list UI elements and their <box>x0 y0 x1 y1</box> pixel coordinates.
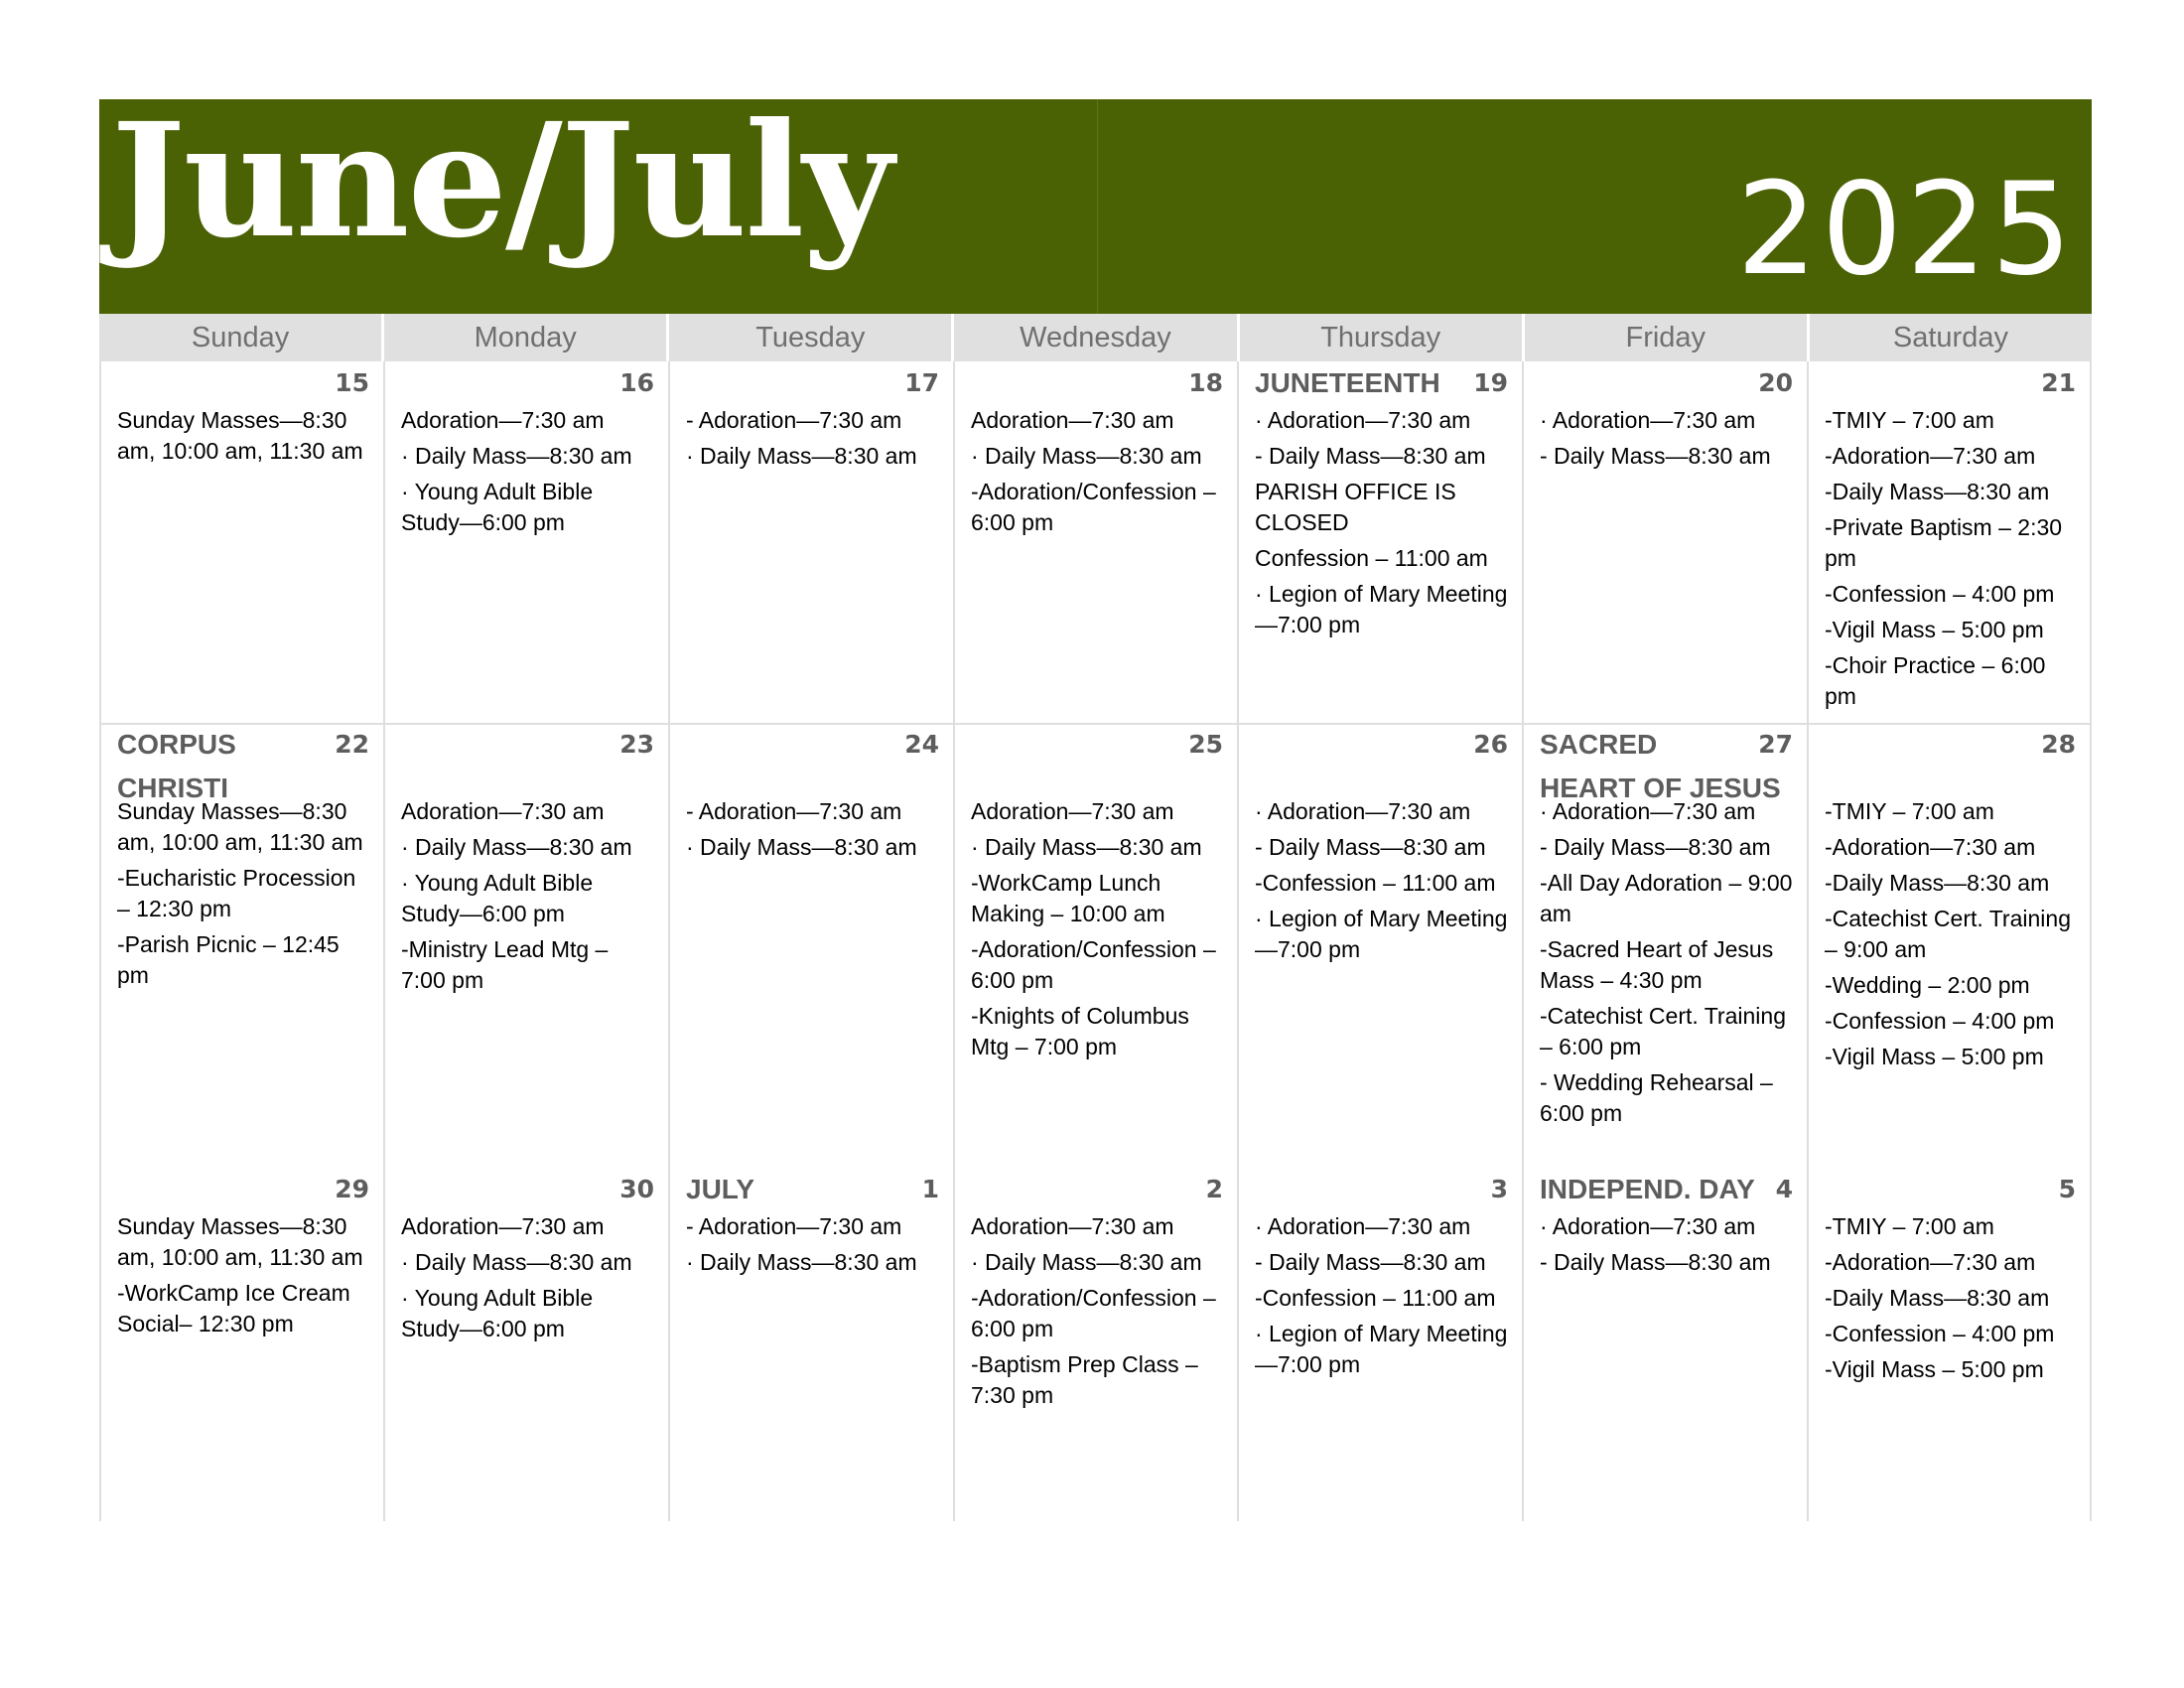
event-item: -Confession – 11:00 am <box>1255 1285 1496 1311</box>
event-item: Sunday Masses—8:30 am, 10:00 am, 11:30 am <box>117 1213 363 1270</box>
day-number: 16 <box>619 368 654 397</box>
event-item: PARISH OFFICE IS CLOSED <box>1255 479 1456 535</box>
event-item: · Daily Mass—8:30 am <box>401 834 632 860</box>
holiday-label: JUNETEENTH <box>1255 367 1440 398</box>
event-item: -Vigil Mass – 5:00 pm <box>1825 617 2044 642</box>
day-number: 3 <box>1490 1175 1508 1203</box>
event-item: Adoration—7:30 am <box>401 1213 605 1239</box>
event-item: - Daily Mass—8:30 am <box>1255 1249 1486 1275</box>
event-list <box>1825 796 2076 1072</box>
event-item: - Daily Mass—8:30 am <box>1540 443 1771 469</box>
day-cell-header <box>1540 723 1793 803</box>
event-list <box>1255 796 1508 965</box>
day-cell <box>1237 723 1522 1168</box>
event-list <box>686 796 939 863</box>
day-number: 26 <box>1473 730 1508 759</box>
event-list <box>117 405 369 467</box>
event-item: · Adoration—7:30 am <box>1255 1213 1471 1239</box>
day-cell-header <box>686 361 939 405</box>
weekday-thursday: Thursday <box>1240 314 1525 361</box>
day-cell <box>99 1168 383 1521</box>
day-number: 2 <box>1205 1175 1223 1203</box>
event-item: · Daily Mass—8:30 am <box>971 443 1202 469</box>
event-item: -All Day Adoration – 9:00 am <box>1540 870 1793 926</box>
calendar-grid <box>99 361 2092 1521</box>
day-cell <box>383 723 668 1168</box>
event-list <box>971 796 1223 1062</box>
event-item: · Adoration—7:30 am <box>1540 407 1756 433</box>
calendar-banner <box>99 89 2092 314</box>
day-cell-header <box>1825 1168 2076 1211</box>
day-cell <box>1807 723 2092 1168</box>
event-list <box>401 1211 654 1344</box>
day-number: 23 <box>619 730 654 759</box>
day-number: 5 <box>2058 1175 2076 1203</box>
event-item: -TMIY – 7:00 am <box>1825 407 1994 433</box>
event-item: -Adoration—7:30 am <box>1825 1249 2036 1275</box>
event-item: -Ministry Lead Mtg – 7:00 pm <box>401 936 609 993</box>
day-cell <box>668 361 953 723</box>
event-item: · Legion of Mary Meeting—7:00 pm <box>1255 581 1508 637</box>
event-list <box>1825 405 2076 712</box>
event-list <box>971 405 1223 538</box>
day-cell <box>668 723 953 1168</box>
event-item: -Sacred Heart of Jesus Mass – 4:30 pm <box>1540 936 1774 993</box>
day-number: 25 <box>1188 730 1223 759</box>
day-cell <box>383 1168 668 1521</box>
event-list <box>971 1211 1223 1411</box>
event-list <box>1540 405 1793 472</box>
event-item: · Adoration—7:30 am <box>1255 407 1471 433</box>
event-list <box>117 796 369 991</box>
day-cell-header <box>1255 361 1508 405</box>
day-cell-header <box>117 1168 369 1211</box>
day-cell-header <box>401 1168 654 1211</box>
day-cell-header <box>401 361 654 405</box>
holiday-label: CORPUS CHRISTI <box>117 729 236 803</box>
event-item: -Adoration/Confession – 6:00 pm <box>971 936 1216 993</box>
event-item: - Adoration—7:30 am <box>686 798 902 824</box>
day-number: 19 <box>1473 368 1508 397</box>
event-list <box>1255 1211 1508 1380</box>
event-item: -Adoration—7:30 am <box>1825 443 2036 469</box>
day-cell-header <box>686 1168 939 1211</box>
weekday-friday: Friday <box>1525 314 1810 361</box>
event-item: -Catechist Cert. Training – 9:00 am <box>1825 906 2071 962</box>
day-number: 22 <box>335 730 369 759</box>
week-row <box>99 723 2092 1168</box>
event-list <box>686 405 939 472</box>
event-item: · Daily Mass—8:30 am <box>401 1249 632 1275</box>
event-item: -Adoration/Confession – 6:00 pm <box>971 479 1216 535</box>
event-item: - Daily Mass—8:30 am <box>1540 1249 1771 1275</box>
day-cell <box>99 361 383 723</box>
day-cell <box>953 1168 1237 1521</box>
event-item: · Adoration—7:30 am <box>1540 1213 1756 1239</box>
day-cell-header <box>1540 1168 1793 1211</box>
day-cell <box>1807 361 2092 723</box>
day-cell <box>668 1168 953 1521</box>
event-item: · Daily Mass—8:30 am <box>401 443 632 469</box>
event-item: · Adoration—7:30 am <box>1540 798 1756 824</box>
event-item: -WorkCamp Lunch Making – 10:00 am <box>971 870 1165 926</box>
holiday-label: JULY <box>686 1174 755 1204</box>
day-cell-header <box>971 723 1223 767</box>
day-cell-header <box>1825 723 2076 767</box>
event-item: -Vigil Mass – 5:00 pm <box>1825 1044 2044 1069</box>
event-item: - Adoration—7:30 am <box>686 1213 902 1239</box>
event-item: - Daily Mass—8:30 am <box>1540 834 1771 860</box>
event-item: Adoration—7:30 am <box>971 798 1174 824</box>
event-item: · Daily Mass—8:30 am <box>686 443 917 469</box>
event-item: Adoration—7:30 am <box>971 1213 1174 1239</box>
event-item: · Young Adult Bible Study—6:00 pm <box>401 870 594 926</box>
event-list <box>1540 796 1793 1129</box>
day-number: 21 <box>2041 368 2076 397</box>
holiday-label: INDEPEND. DAY <box>1540 1174 1755 1204</box>
day-number: 24 <box>904 730 939 759</box>
month-title: June/July <box>111 89 892 273</box>
day-cell-header <box>117 361 369 405</box>
day-cell-header <box>971 1168 1223 1211</box>
event-list <box>1255 405 1508 640</box>
event-item: Adoration—7:30 am <box>401 407 605 433</box>
day-cell <box>1522 1168 1807 1521</box>
event-item: -Confession – 4:00 pm <box>1825 581 2055 607</box>
week-row <box>99 361 2092 725</box>
year-title: 2025 <box>1736 156 2076 304</box>
day-number: 4 <box>1775 1175 1793 1203</box>
day-cell <box>1237 1168 1522 1521</box>
event-item: -Parish Picnic – 12:45 pm <box>117 931 340 988</box>
event-item: -Daily Mass—8:30 am <box>1825 870 2050 896</box>
event-item: · Young Adult Bible Study—6:00 pm <box>401 479 594 535</box>
weekday-sunday: Sunday <box>99 314 384 361</box>
event-item: -WorkCamp Ice Cream Social– 12:30 pm <box>117 1280 350 1336</box>
event-list <box>401 405 654 538</box>
event-item: · Daily Mass—8:30 am <box>686 1249 917 1275</box>
event-item: -TMIY – 7:00 am <box>1825 798 1994 824</box>
day-cell <box>383 361 668 723</box>
event-item: · Daily Mass—8:30 am <box>971 834 1202 860</box>
day-number: 17 <box>904 368 939 397</box>
event-item: Sunday Masses—8:30 am, 10:00 am, 11:30 am <box>117 407 363 464</box>
day-cell <box>1237 361 1522 723</box>
event-list <box>1540 1211 1793 1278</box>
event-item: -Adoration/Confession – 6:00 pm <box>971 1285 1216 1341</box>
day-cell <box>1522 723 1807 1168</box>
day-number: 28 <box>2041 730 2076 759</box>
event-item: -Wedding – 2:00 pm <box>1825 972 2030 998</box>
holiday-label: SACRED HEART OF JESUS <box>1540 729 1781 803</box>
day-cell-header <box>1255 723 1508 767</box>
day-cell <box>953 361 1237 723</box>
day-cell-header <box>686 723 939 767</box>
day-cell <box>1807 1168 2092 1521</box>
weekday-tuesday: Tuesday <box>669 314 954 361</box>
event-item: - Daily Mass—8:30 am <box>1255 834 1486 860</box>
event-item: -Confession – 4:00 pm <box>1825 1008 2055 1034</box>
day-cell <box>1522 361 1807 723</box>
event-item: -Private Baptism – 2:30 pm <box>1825 514 2063 571</box>
day-cell-header <box>1255 1168 1508 1211</box>
event-item: -Vigil Mass – 5:00 pm <box>1825 1356 2044 1382</box>
event-item: -Catechist Cert. Training – 6:00 pm <box>1540 1003 1786 1059</box>
day-number: 29 <box>335 1175 369 1203</box>
day-number: 1 <box>921 1175 939 1203</box>
day-number: 18 <box>1188 368 1223 397</box>
day-number: 15 <box>335 368 369 397</box>
event-item: Adoration—7:30 am <box>401 798 605 824</box>
event-item: -TMIY – 7:00 am <box>1825 1213 1994 1239</box>
event-item: -Knights of Columbus Mtg – 7:00 pm <box>971 1003 1189 1059</box>
weekday-saturday: Saturday <box>1892 322 2008 353</box>
event-list <box>401 796 654 996</box>
event-item: Adoration—7:30 am <box>971 407 1174 433</box>
event-item: -Choir Practice – 6:00 pm <box>1825 652 2046 709</box>
event-item: -Adoration—7:30 am <box>1825 834 2036 860</box>
event-item: · Legion of Mary Meeting—7:00 pm <box>1255 906 1508 962</box>
event-item: -Confession – 11:00 am <box>1255 870 1496 896</box>
event-item: · Young Adult Bible Study—6:00 pm <box>401 1285 594 1341</box>
event-item: - Adoration—7:30 am <box>686 407 902 433</box>
event-item: -Daily Mass—8:30 am <box>1825 479 2050 504</box>
event-item: · Daily Mass—8:30 am <box>686 834 917 860</box>
day-cell-header <box>117 723 369 803</box>
event-item: · Legion of Mary Meeting—7:00 pm <box>1255 1321 1508 1377</box>
day-number: 27 <box>1758 730 1793 759</box>
event-item: - Wedding Rehearsal – 6:00 pm <box>1540 1069 1773 1126</box>
event-list <box>1825 1211 2076 1385</box>
day-number: 30 <box>619 1175 654 1203</box>
weekday-monday: Monday <box>384 314 669 361</box>
event-item: - Daily Mass—8:30 am <box>1255 443 1486 469</box>
weekday-wednesday: Wednesday <box>954 314 1239 361</box>
event-item: Confession – 11:00 am <box>1255 545 1488 571</box>
event-item: Sunday Masses—8:30 am, 10:00 am, 11:30 am <box>117 798 363 855</box>
week-row <box>99 1168 2092 1521</box>
day-number: 20 <box>1758 368 1793 397</box>
event-item: -Confession – 4:00 pm <box>1825 1321 2055 1346</box>
event-list <box>686 1211 939 1278</box>
day-cell <box>99 723 383 1168</box>
event-item: -Eucharistic Procession – 12:30 pm <box>117 865 356 921</box>
day-cell-header <box>401 723 654 767</box>
event-item: · Daily Mass—8:30 am <box>971 1249 1202 1275</box>
day-cell <box>953 723 1237 1168</box>
day-cell-header <box>1540 361 1793 405</box>
event-item: -Baptism Prep Class – 7:30 pm <box>971 1351 1198 1408</box>
banner-divider <box>1097 99 1098 314</box>
event-item: -Daily Mass—8:30 am <box>1825 1285 2050 1311</box>
event-list <box>117 1211 369 1339</box>
day-cell-header <box>1825 361 2076 405</box>
weekday-header-row <box>99 314 2092 361</box>
day-cell-header <box>971 361 1223 405</box>
event-item: · Adoration—7:30 am <box>1255 798 1471 824</box>
